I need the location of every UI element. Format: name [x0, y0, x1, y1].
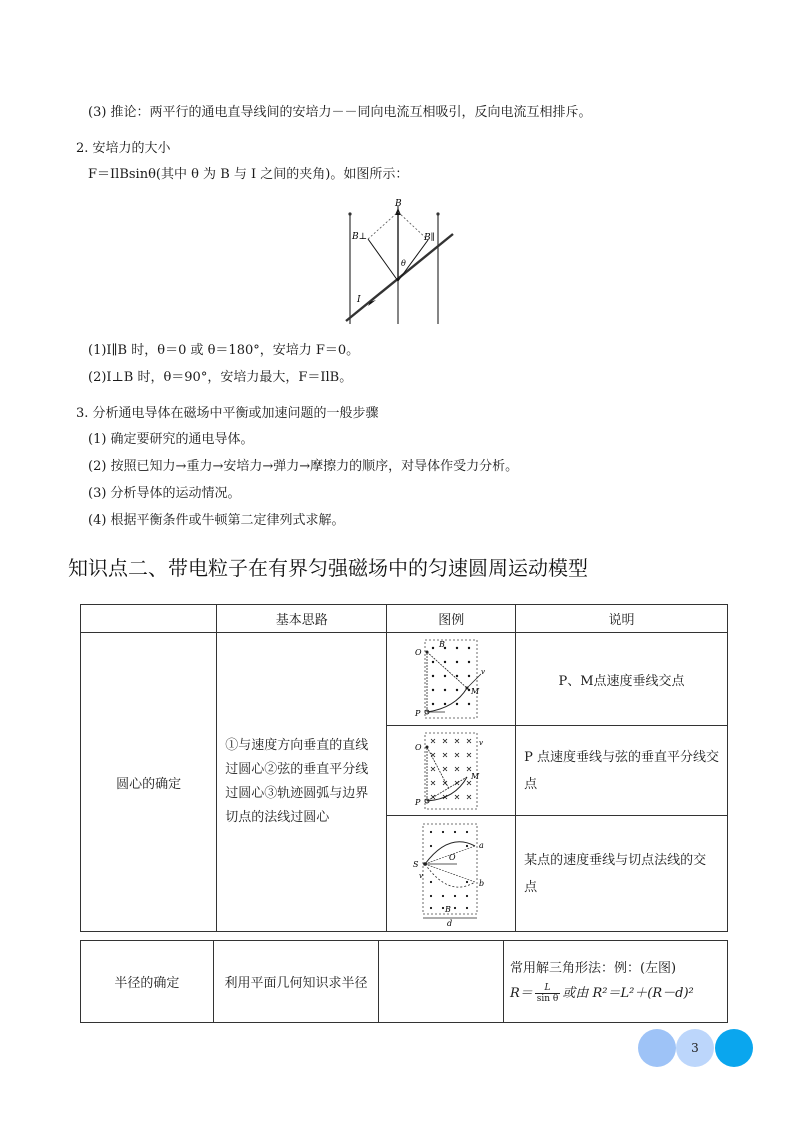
figure-cell-empty — [379, 941, 504, 1023]
ampere-force-formula: F＝IlBsinθ(其中 θ 为 B 与 I 之间的夹角)。如图所示： — [88, 167, 409, 182]
figure-chord-bisector — [411, 731, 491, 811]
fig3-b: b — [479, 878, 485, 888]
section-heading: 知识点二、带电粒子在有界匀强磁场中的匀速圆周运动模型 — [68, 556, 588, 580]
fraction-num: L — [535, 983, 561, 994]
method-center: ①与速度方向垂直的直线过圆心②弦的垂直平分线过圆心③轨迹圆弧与边界切点的法线过圆心 — [217, 633, 387, 932]
fig2-p: P — [415, 797, 421, 807]
fig1-o: O — [415, 648, 422, 657]
step-1: (1) 确定要研究的通电导体。 — [88, 432, 254, 447]
figure-tangent-normal — [409, 820, 493, 928]
step-4: (4) 根据平衡条件或牛顿第二定律列式求解。 — [88, 513, 345, 528]
header-figure: 图例 — [387, 605, 516, 633]
label-b-perp: B⊥ — [352, 232, 368, 242]
table-header-row — [81, 605, 728, 633]
method-radius: 利用平面几何知识求半径 — [213, 941, 379, 1023]
formula-r: R＝ — [509, 985, 533, 1001]
step-3: (3) 分析导体的运动情况。 — [88, 486, 241, 501]
fig3-bfield: B — [445, 904, 452, 914]
case-parallel: (1)I∥B 时，θ＝0 或 θ＝180°，安培力 F＝0。 — [88, 343, 360, 358]
inference-line: (3) 推论：两平行的通电直导线间的安培力－－同向电流互相吸引，反向电流互相排斥。 — [88, 105, 592, 120]
note-center-3: 某点的速度垂线与切点法线的交点 — [516, 816, 728, 932]
note-center-2: P 点速度垂线与弦的垂直平分线交点 — [516, 726, 728, 816]
header-empty — [81, 605, 217, 633]
ampere-force-figure — [340, 196, 460, 326]
table-row — [81, 941, 728, 1023]
step-2: (2) 按照已知力→重力→安培力→弹力→摩擦力的顺序，对导体作受力分析。 — [88, 459, 519, 474]
fraction-den: sin θ — [536, 993, 559, 1004]
radius-table — [80, 940, 728, 1023]
note-center-1: P、M点速度垂线交点 — [516, 633, 728, 726]
fig3-a: a — [479, 840, 484, 850]
fig2-o: O — [415, 742, 422, 752]
case-perpendicular: (2)I⊥B 时，θ＝90°，安培力最大，F＝IlB。 — [88, 370, 353, 385]
page-number-badge — [638, 1029, 753, 1067]
header-method: 基本思路 — [217, 605, 387, 633]
center-table — [80, 604, 728, 932]
row-label-center: 圆心的确定 — [81, 633, 217, 932]
page-number: 3 — [691, 1041, 699, 1055]
fig2-m: M — [471, 771, 480, 781]
bubble-right — [715, 1029, 753, 1067]
note-radius — [503, 941, 727, 1023]
section-2-title: 2. 安培力的大小 — [76, 141, 171, 156]
conductor-rod — [346, 234, 453, 321]
fig2-v: v — [479, 738, 484, 747]
figure-cell-1 — [387, 633, 516, 726]
label-b: B — [395, 199, 402, 209]
fig1-b: B — [439, 640, 446, 649]
label-i: I — [357, 295, 361, 305]
fig3-o: O — [449, 852, 456, 862]
label-theta: θ — [401, 259, 406, 268]
figure-cell-2 — [387, 726, 516, 816]
fraction — [535, 983, 561, 1004]
b-perp-vector — [368, 239, 398, 281]
row-label-radius: 半径的确定 — [81, 941, 214, 1023]
bubble-left — [638, 1029, 676, 1067]
header-notes: 说明 — [516, 605, 728, 633]
fig1-v: v — [481, 668, 486, 676]
fig3-s: S — [413, 859, 419, 869]
fig1-p: P — [415, 709, 421, 718]
figure-pm-intersection — [411, 638, 491, 720]
fig3-v: v — [419, 871, 424, 880]
figure-cell-3 — [387, 816, 516, 932]
label-b-par: B∥ — [424, 233, 435, 243]
formula-rest: 或由 R²＝L²＋(R－d)² — [562, 985, 694, 1001]
section-3-title: 3. 分析通电导体在磁场中平衡或加速问题的一般步骤 — [76, 406, 379, 421]
table-row — [81, 633, 728, 726]
fig3-d: d — [447, 918, 453, 928]
fig1-m: M — [471, 687, 480, 696]
note-radius-title: 常用解三角形法：例：(左图) — [509, 960, 677, 976]
radius-formula — [510, 981, 721, 1007]
